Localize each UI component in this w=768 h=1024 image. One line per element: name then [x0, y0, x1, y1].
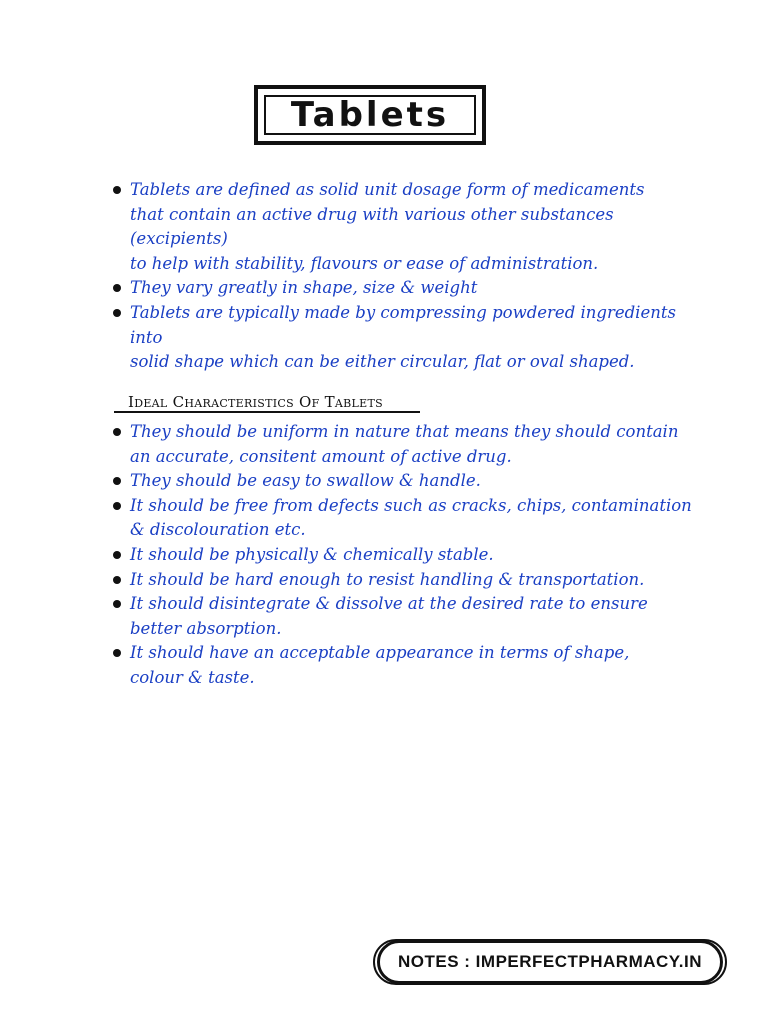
- list-item-text: It should be physically & chemically stable.: [130, 544, 494, 564]
- list-item: [110, 568, 710, 593]
- list-item: [110, 301, 710, 375]
- bullet-icon: [113, 600, 121, 608]
- footer-badge: [377, 940, 723, 984]
- bullet-icon: [113, 649, 121, 657]
- footer-text: NOTES : IMPERFECTPHARMACY.IN: [398, 952, 702, 971]
- page-title: Tablets: [290, 95, 450, 135]
- list-item-text: They should be easy to swallow & handle.: [130, 471, 481, 491]
- list-item: [110, 276, 710, 301]
- bullet-icon: [113, 576, 121, 584]
- list-item: [110, 543, 710, 568]
- bullet-icon: [113, 428, 121, 436]
- bullet-icon: [113, 284, 121, 292]
- bullet-icon: [113, 502, 121, 510]
- list-item: [110, 592, 710, 641]
- heading-underline: [114, 411, 420, 413]
- list-item-text: It should disintegrate & dissolve at the desired rate to ensure better absorption.: [130, 594, 648, 638]
- section-heading: Ideal Characteristics Of Tablets: [128, 393, 383, 411]
- title-box: [254, 85, 486, 145]
- list-item: [110, 420, 710, 469]
- list-item-text: It should be hard enough to resist handling & transportation.: [130, 569, 645, 589]
- list-item-text: Tablets are typically made by compressing powdered ingredients into solid shape which can be either circular, flat or oval shaped.: [130, 302, 676, 372]
- list-item-text: It should be free from defects such as cracks, chips, contamination & discolouration etc.: [130, 495, 692, 540]
- bullet-icon: [113, 309, 121, 317]
- list-item-text: Tablets are defined as solid unit dosage form of medicaments that contain an active drug with various other substances (excipients) to help with stability, flavours or ease of administration.: [130, 180, 645, 273]
- list-item: [110, 494, 710, 543]
- definition-section: [110, 178, 710, 375]
- characteristics-section: [110, 420, 710, 691]
- list-item-text: It should have an acceptable appearance in terms of shape, colour & taste.: [130, 643, 630, 687]
- list-item-text: They should be uniform in nature that means they should contain an accurate, consitent amount of active drug.: [130, 422, 679, 466]
- bullet-icon: [113, 551, 121, 559]
- list-item-text: They vary greatly in shape, size & weight: [130, 278, 478, 298]
- list-item: [110, 641, 710, 690]
- bullet-icon: [113, 477, 121, 485]
- list-item: [110, 178, 710, 276]
- list-item: [110, 469, 710, 494]
- bullet-icon: [113, 186, 121, 194]
